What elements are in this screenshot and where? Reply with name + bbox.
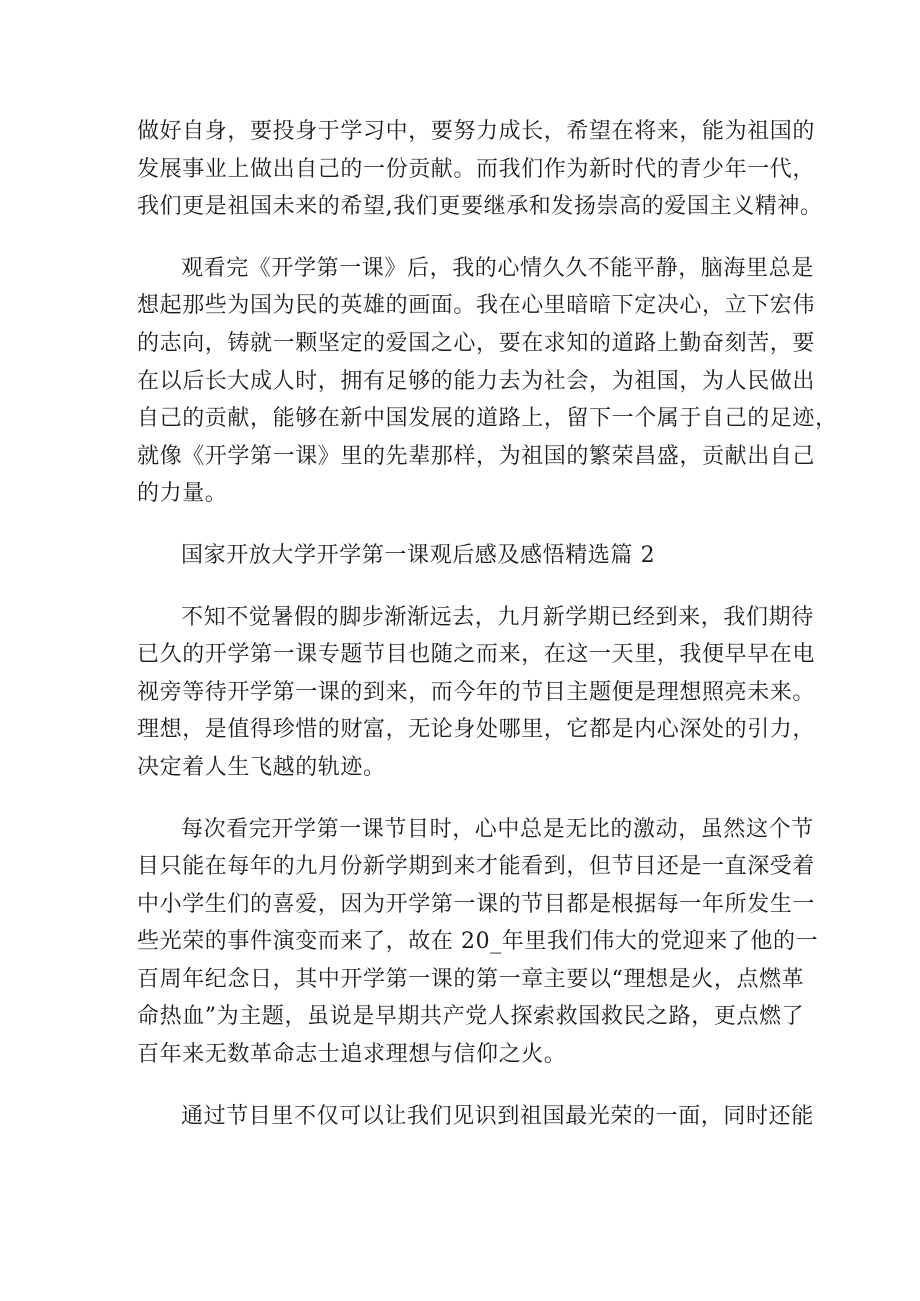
paragraph-line: 已久的开学第一课专题节目也随之而来，在这一天里，我便早早在电 xyxy=(137,642,816,668)
paragraph-line: 我们更是祖国未来的希望,我们更要继承和发扬崇高的爱国主义精神。 xyxy=(137,194,823,220)
paragraph-line: 目只能在每年的九月份新学期到来才能看到，但节目还是一直深受着 xyxy=(137,854,816,880)
paragraph xyxy=(137,599,817,787)
paragraph-line: 在以后长大成人时，拥有足够的能力去为社会，为祖国，为人民做出 xyxy=(137,368,816,394)
paragraph-line: 观看完《开学第一课》后，我的心情久久不能平静，脑海里总是 xyxy=(181,255,814,281)
paragraph-line: 就像《开学第一课》里的先辈那样，为祖国的繁荣昌盛，贡献出自己 xyxy=(137,443,816,469)
paragraph-line: 决定着人生飞越的轨迹。 xyxy=(137,754,386,780)
paragraph-line: 每次看完开学第一课节目时，心中总是无比的激动，虽然这个节 xyxy=(181,816,814,842)
paragraph-line: 做好自身，要投身于学习中，要努力成长，希望在将来，能为祖国的 xyxy=(137,119,816,144)
paragraph-line: 中小学生们的喜爱，因为开学第一课的节目都是根据每一年所发生一 xyxy=(137,891,816,917)
document-body xyxy=(137,113,838,1135)
paragraph xyxy=(137,1098,817,1136)
section-heading xyxy=(137,537,817,575)
paragraph-line: 发展事业上做出自己的一份贡献。而我们作为新时代的青少年一代， xyxy=(137,156,816,182)
paragraph-line: 不知不觉暑假的脚步渐渐远去，九月新学期已经到来，我们期待 xyxy=(181,604,814,630)
paragraph-line: 命热血”为主题，虽说是早期共产党人探索救国救民之路，更点燃了 xyxy=(137,1004,805,1030)
paragraph xyxy=(137,250,838,513)
paragraph-line: 理想，是值得珍惜的财富，无论身处哪里，它都是内心深处的引力， xyxy=(137,717,816,743)
paragraph-line: 通过节目里不仅可以让我们见识到祖国最光荣的一面，同时还能 xyxy=(181,1103,814,1129)
paragraph-line: 的力量。 xyxy=(137,481,228,507)
paragraph-line: 想起那些为国为民的英雄的画面。我在心里暗暗下定决心，立下宏伟 xyxy=(137,293,816,319)
paragraph xyxy=(137,811,817,1074)
paragraph xyxy=(137,113,823,226)
paragraph-line: 自己的贡献，能够在新中国发展的道路上，留下一个属于自己的足迹， xyxy=(137,406,838,432)
paragraph-line: 视旁等待开学第一课的到来，而今年的节目主题便是理想照亮未来。 xyxy=(137,679,816,705)
paragraph-line: 百年来无数革命志士追求理想与信仰之火。 xyxy=(137,1042,567,1068)
paragraph-line: 的志向，铸就一颗坚定的爱国之心，要在求知的道路上勤奋刻苦，要 xyxy=(137,330,816,356)
paragraph-line: 些光荣的事件演变而来了，故在 20_年里我们伟大的党迎来了他的一 xyxy=(137,929,819,955)
heading-text: 国家开放大学开学第一课观后感及感悟精选篇 2 xyxy=(181,542,656,568)
paragraph-line: 百周年纪念日，其中开学第一课的第一章主要以“理想是火，点燃革 xyxy=(137,966,805,992)
